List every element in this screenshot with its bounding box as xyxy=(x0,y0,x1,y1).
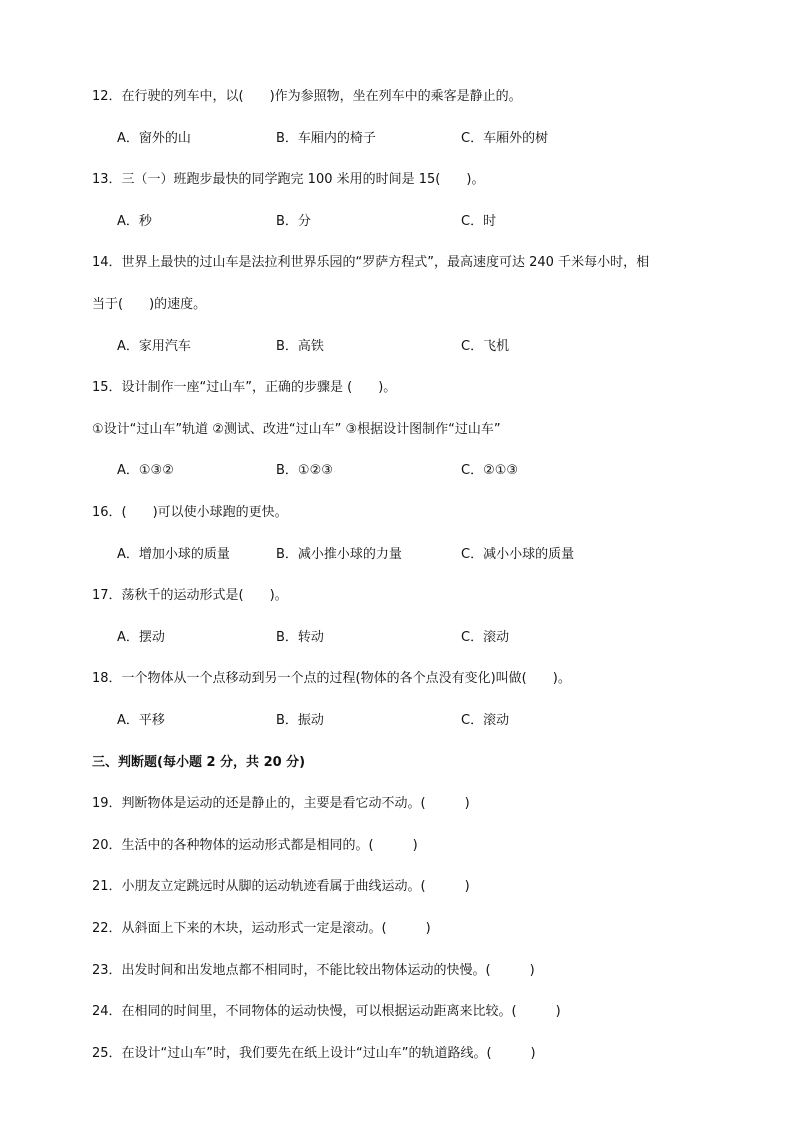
question-19: 19．判断物体是运动的还是静止的，主要是看它动不动。( ) xyxy=(92,796,470,811)
q17-option-a: A．摆动 xyxy=(117,630,165,645)
q17-option-b: B．转动 xyxy=(276,630,324,645)
question-15: 15．设计制作一座“过山车”，正确的步骤是 ( )。 xyxy=(92,380,397,395)
question-25: 25．在设计“过山车”时，我们要先在纸上设计“过山车”的轨道路线。( ) xyxy=(92,1046,536,1061)
question-18: 18．一个物体从一个点移动到另一个点的过程(物体的各个点没有变化)叫做( )。 xyxy=(92,671,571,686)
question-15-steps: ①设计“过山车”轨道 ②测试、改进“过山车” ③根据设计图制作“过山车” xyxy=(92,422,501,437)
q13-option-c: C．时 xyxy=(461,214,497,229)
question-20: 20．生活中的各种物体的运动形式都是相同的。( ) xyxy=(92,838,418,853)
question-14: 14．世界上最快的过山车是法拉利世界乐园的“罗萨方程式”，最高速度可达 240 千米每小时，相 xyxy=(92,255,650,270)
section-3-heading: 三、判断题(每小题 2 分，共 20 分) xyxy=(92,755,306,770)
q13-option-a: A．秒 xyxy=(117,214,152,229)
question-22: 22．从斜面上下来的木块，运动形式一定是滚动。( ) xyxy=(92,921,431,936)
q12-option-c: C．车厢外的树 xyxy=(461,131,549,146)
question-12: 12．在行驶的列车中，以( )作为参照物，坐在列车中的乘客是静止的。 xyxy=(92,89,522,104)
q18-option-b: B．振动 xyxy=(276,713,324,728)
q16-option-c: C．减小小球的质量 xyxy=(461,547,575,562)
question-17: 17．荡秋千的运动形式是( )。 xyxy=(92,588,288,603)
q12-option-b: B．车厢内的椅子 xyxy=(276,131,376,146)
question-24: 24．在相同的时间里，不同物体的运动快慢，可以根据运动距离来比较。( ) xyxy=(92,1004,561,1019)
q16-option-b: B．减小推小球的力量 xyxy=(276,547,402,562)
q18-option-a: A．平移 xyxy=(117,713,165,728)
question-14-cont: 当于( )的速度。 xyxy=(92,297,207,312)
q17-option-c: C．滚动 xyxy=(461,630,510,645)
q14-option-b: B．高铁 xyxy=(276,339,324,354)
question-21: 21．小朋友立定跳远时从脚的运动轨迹看属于曲线运动。( ) xyxy=(92,879,470,894)
q12-option-a: A．窗外的山 xyxy=(117,131,191,146)
q18-option-c: C．滚动 xyxy=(461,713,510,728)
question-16: 16．( )可以使小球跑的更快。 xyxy=(92,505,288,520)
q15-option-a: A．①③② xyxy=(117,463,174,478)
q14-option-c: C．飞机 xyxy=(461,339,510,354)
q15-option-b: B．①②③ xyxy=(276,463,333,478)
q14-option-a: A．家用汽车 xyxy=(117,339,191,354)
question-23: 23．出发时间和出发地点都不相同时，不能比较出物体运动的快慢。( ) xyxy=(92,963,535,978)
question-13: 13．三（一）班跑步最快的同学跑完 100 米用的时间是 15( )。 xyxy=(92,172,485,187)
q16-option-a: A．增加小球的质量 xyxy=(117,547,230,562)
q13-option-b: B．分 xyxy=(276,214,311,229)
q15-option-c: C．②①③ xyxy=(461,463,519,478)
